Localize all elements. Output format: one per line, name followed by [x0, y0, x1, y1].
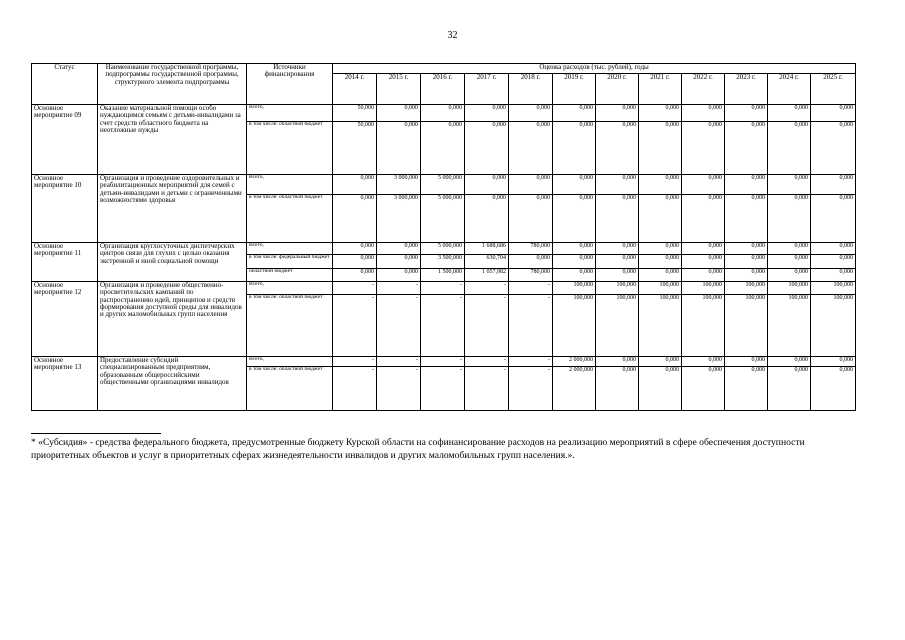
amount-cell: 0,000 [596, 122, 639, 175]
amount-cell: 0,000 [639, 122, 682, 175]
amount-cell: 100,000 [725, 282, 768, 295]
amount-cell: 100,000 [768, 295, 811, 357]
amount-cell: 0,000 [811, 105, 856, 122]
funding-source-cell: областной бюджет [247, 269, 333, 282]
amount-cell: 0,000 [725, 357, 768, 367]
table-row [32, 357, 856, 367]
amount-cell: 0,000 [553, 122, 596, 175]
footnote-rule [31, 433, 161, 434]
amount-cell: - [465, 367, 509, 411]
amount-cell: 0,000 [421, 105, 465, 122]
amount-cell: 0,000 [465, 175, 509, 195]
amount-cell: 0,000 [725, 175, 768, 195]
amount-cell: 0,000 [377, 255, 421, 269]
amount-cell: 0,000 [725, 367, 768, 411]
amount-cell: 0,000 [682, 357, 725, 367]
amount-cell: 0,000 [639, 357, 682, 367]
amount-cell: 0,000 [768, 255, 811, 269]
funding-source-cell: в том числе: областной бюджет [247, 122, 333, 175]
amount-cell: 50,000 [333, 122, 377, 175]
amount-cell: 0,000 [553, 243, 596, 255]
amount-cell: 100,000 [768, 282, 811, 295]
funding-source-cell: Всего, [247, 282, 333, 295]
amount-cell: 0,000 [639, 243, 682, 255]
funding-source-cell: Всего, [247, 243, 333, 255]
header-year: 2018 г. [509, 74, 553, 105]
amount-cell: - [333, 367, 377, 411]
status-cell: Основное мероприятие 10 [32, 175, 98, 243]
amount-cell: 0,000 [725, 243, 768, 255]
amount-cell: 100,000 [639, 295, 682, 357]
amount-cell: 0,000 [465, 195, 509, 243]
amount-cell: 0,000 [682, 105, 725, 122]
amount-cell: 100,000 [639, 282, 682, 295]
header-source: Источники финансирования [247, 64, 333, 105]
amount-cell: 0,000 [768, 105, 811, 122]
amount-cell: - [465, 282, 509, 295]
funding-source-cell: в том числе: областной бюджет [247, 195, 333, 243]
amount-cell: 0,000 [811, 255, 856, 269]
amount-cell: - [377, 295, 421, 357]
amount-cell: 3 000,000 [377, 195, 421, 243]
amount-cell: 0,000 [725, 122, 768, 175]
amount-cell: 100,000 [596, 282, 639, 295]
amount-cell: 0,000 [333, 255, 377, 269]
amount-cell: 0,000 [553, 255, 596, 269]
amount-cell: 0,000 [811, 175, 856, 195]
amount-cell: 0,000 [639, 175, 682, 195]
amount-cell: 0,000 [333, 269, 377, 282]
header-year: 2019 г. [553, 74, 596, 105]
header-year: 2024 г. [768, 74, 811, 105]
footnote: * «Субсидия» - средства федерального бюджета, предусмотренные бюджету Курской области на софинансирование расходов на реализацию мероприятий в сфере обеспечения доступности приоритетных объектов и услуг в приоритетных сферах жизнедеятельности инвалидов и других маломобильных групп населения.». [31, 437, 805, 461]
amount-cell: 0,000 [509, 255, 553, 269]
amount-cell: - [333, 282, 377, 295]
amount-cell: 0,000 [377, 243, 421, 255]
amount-cell: 0,000 [768, 243, 811, 255]
amount-cell: 5 000,000 [421, 175, 465, 195]
funding-source-cell: Всего, [247, 175, 333, 195]
funding-source-cell: Всего, [247, 105, 333, 122]
amount-cell: - [333, 357, 377, 367]
amount-cell: 100,000 [725, 295, 768, 357]
status-cell: Основное мероприятие 13 [32, 357, 98, 411]
header-year: 2022 г. [682, 74, 725, 105]
amount-cell: - [509, 357, 553, 367]
amount-cell: 0,000 [725, 255, 768, 269]
amount-cell: 100,000 [811, 282, 856, 295]
header-year: 2023 г. [725, 74, 768, 105]
amount-cell: 0,000 [811, 367, 856, 411]
amount-cell: 0,000 [682, 367, 725, 411]
amount-cell: 0,000 [639, 269, 682, 282]
amount-cell: 780,000 [509, 243, 553, 255]
amount-cell: 0,000 [811, 243, 856, 255]
amount-cell: - [421, 282, 465, 295]
amount-cell: - [465, 357, 509, 367]
amount-cell: 0,000 [553, 269, 596, 282]
amount-cell: 100,000 [811, 295, 856, 357]
amount-cell: 0,000 [768, 195, 811, 243]
amount-cell: 0,000 [682, 269, 725, 282]
amount-cell: 0,000 [553, 105, 596, 122]
amount-cell: 100,000 [553, 295, 596, 357]
amount-cell: 2 000,000 [553, 367, 596, 411]
amount-cell: 0,000 [768, 122, 811, 175]
amount-cell: 0,000 [682, 195, 725, 243]
amount-cell: - [421, 295, 465, 357]
table-row [32, 243, 856, 255]
header-status: Статус [32, 64, 98, 105]
expenditure-table [31, 63, 856, 411]
header-estimate: Оценка расходов (тыс. рублей), годы [333, 64, 856, 74]
amount-cell: 0,000 [333, 243, 377, 255]
amount-cell: 100,000 [682, 295, 725, 357]
amount-cell: 0,000 [509, 122, 553, 175]
amount-cell: 0,000 [596, 357, 639, 367]
amount-cell: - [421, 367, 465, 411]
amount-cell: 0,000 [639, 255, 682, 269]
amount-cell: 0,000 [682, 175, 725, 195]
amount-cell: 100,000 [553, 282, 596, 295]
activity-name-cell: Организация круглосуточных диспетчерских центров связи для глухих с целью оказания экстренной и иной социальной помощи [98, 243, 247, 282]
amount-cell: 0,000 [596, 255, 639, 269]
amount-cell: - [377, 357, 421, 367]
amount-cell: 0,000 [768, 269, 811, 282]
amount-cell: - [465, 295, 509, 357]
amount-cell: 0,000 [811, 269, 856, 282]
amount-cell: 0,000 [465, 105, 509, 122]
amount-cell: 0,000 [811, 122, 856, 175]
amount-cell: 780,000 [509, 269, 553, 282]
amount-cell: - [509, 295, 553, 357]
activity-name-cell: Оказание материальной помощи особо нуждающимся семьям с детьми-инвалидами за счет средств областного бюджета на неотложные нужды [98, 105, 247, 175]
status-cell: Основное мероприятие 12 [32, 282, 98, 357]
amount-cell: 1 057,982 [465, 269, 509, 282]
header-year: 2016 г. [421, 74, 465, 105]
amount-cell: 0,000 [377, 269, 421, 282]
amount-cell: 0,000 [596, 105, 639, 122]
amount-cell: 0,000 [596, 243, 639, 255]
amount-cell: 5 000,000 [421, 243, 465, 255]
amount-cell: 0,000 [768, 357, 811, 367]
amount-cell: 0,000 [725, 195, 768, 243]
amount-cell: 50,000 [333, 105, 377, 122]
amount-cell: 100,000 [682, 282, 725, 295]
funding-source-cell: в том числе: федеральный бюджет [247, 255, 333, 269]
activity-name-cell: Предоставление субсидий специализированным предприятиям, образованным общероссийскими общественными организациями инвалидов [98, 357, 247, 411]
amount-cell: 0,000 [553, 195, 596, 243]
amount-cell: 3 000,000 [377, 175, 421, 195]
amount-cell: 0,000 [639, 105, 682, 122]
amount-cell: 0,000 [596, 367, 639, 411]
page-number: 32 [447, 30, 458, 41]
amount-cell: 0,000 [682, 255, 725, 269]
header-year: 2017 г. [465, 74, 509, 105]
amount-cell: 3 500,000 [421, 255, 465, 269]
amount-cell: - [421, 357, 465, 367]
amount-cell: 0,000 [553, 175, 596, 195]
amount-cell: 0,000 [768, 367, 811, 411]
amount-cell: 630,704 [465, 255, 509, 269]
amount-cell: - [377, 282, 421, 295]
amount-cell: 1 500,000 [421, 269, 465, 282]
amount-cell: 1 688,686 [465, 243, 509, 255]
funding-source-cell: Всего, [247, 357, 333, 367]
amount-cell: 0,000 [377, 105, 421, 122]
activity-name-cell: Организация и проведение оздоровительных и реабилитационных мероприятий для семей с детьми-инвалидами и детьми с ограниченными возможностями здоровья [98, 175, 247, 243]
amount-cell: 0,000 [333, 195, 377, 243]
funding-source-cell: в том числе: областной бюджет [247, 367, 333, 411]
amount-cell: 0,000 [596, 269, 639, 282]
amount-cell: 0,000 [725, 269, 768, 282]
header-year: 2014 г. [333, 74, 377, 105]
amount-cell: 0,000 [682, 122, 725, 175]
amount-cell: 0,000 [768, 175, 811, 195]
header-name: Наименование государственной программы, подпрограммы государственной программы, структурного элемента подпрограммы [98, 64, 247, 105]
amount-cell: 5 000,000 [421, 195, 465, 243]
amount-cell: - [509, 367, 553, 411]
amount-cell: 0,000 [509, 105, 553, 122]
amount-cell: 2 000,000 [553, 357, 596, 367]
header-year: 2025 г. [811, 74, 856, 105]
amount-cell: - [377, 367, 421, 411]
header-year: 2015 г. [377, 74, 421, 105]
amount-cell: 0,000 [725, 105, 768, 122]
activity-name-cell: Организация и проведение общественно-просветительских кампаний по распространению идей, принципов и средств формирования доступной среды для инвалидов и других маломобильных групп населения [98, 282, 247, 357]
table-row [32, 105, 856, 122]
table-row [32, 282, 856, 295]
amount-cell: 0,000 [811, 357, 856, 367]
amount-cell: 0,000 [509, 195, 553, 243]
amount-cell: 0,000 [811, 195, 856, 243]
amount-cell: 0,000 [596, 175, 639, 195]
amount-cell: 0,000 [639, 367, 682, 411]
amount-cell: 100,000 [596, 295, 639, 357]
amount-cell: - [333, 295, 377, 357]
status-cell: Основное мероприятие 09 [32, 105, 98, 175]
amount-cell: - [509, 282, 553, 295]
table-row [32, 175, 856, 195]
amount-cell: 0,000 [639, 195, 682, 243]
amount-cell: 0,000 [377, 122, 421, 175]
funding-source-cell: в том числе: областной бюджет [247, 295, 333, 357]
header-year: 2020 г. [596, 74, 639, 105]
amount-cell: 0,000 [465, 122, 509, 175]
amount-cell: 0,000 [421, 122, 465, 175]
amount-cell: 0,000 [682, 243, 725, 255]
amount-cell: 0,000 [333, 175, 377, 195]
amount-cell: 0,000 [596, 195, 639, 243]
header-year: 2021 г. [639, 74, 682, 105]
amount-cell: 0,000 [509, 175, 553, 195]
status-cell: Основное мероприятие 11 [32, 243, 98, 282]
